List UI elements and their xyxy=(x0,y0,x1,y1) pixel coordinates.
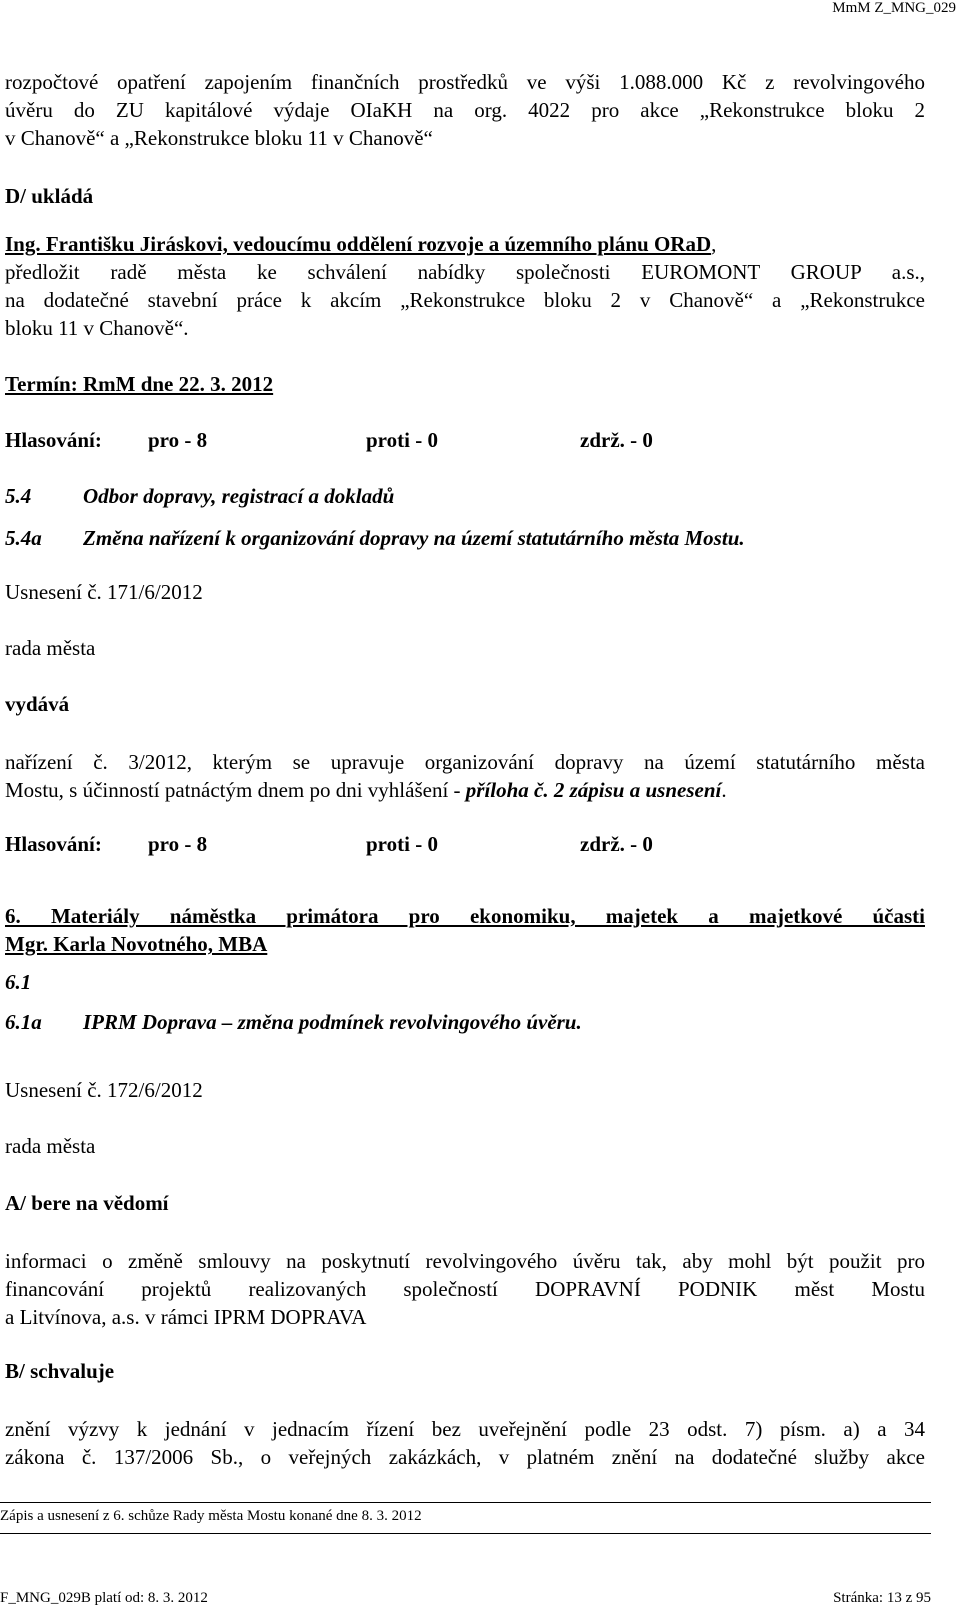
vote-label: Hlasování: xyxy=(5,428,102,452)
rada-mesta: rada města xyxy=(5,636,96,660)
paragraph-line: a Litvínova, a.s. v rámci IPRM DOPRAVA xyxy=(5,1305,367,1329)
paragraph-line: financování projektů realizovaných společností DOPRAVNÍ PODNIK měst Mostu xyxy=(5,1277,925,1301)
section-title: IPRM Doprava – změna podmínek revolvingového úvěru. xyxy=(83,1010,582,1034)
d-uklada-heading: D/ ukládá xyxy=(5,184,94,208)
vote-zdrz: zdrž. - 0 xyxy=(580,428,653,452)
paragraph-line: úvěru do ZU kapitálové výdaje OIaKH na org. 4022 pro akce „Rekonstrukce bloku 2 xyxy=(5,98,925,122)
section-5-4 xyxy=(5,484,925,512)
a-bere-na-vedomi-heading: A/ bere na vědomí xyxy=(5,1191,169,1215)
zneni-paragraph xyxy=(5,1415,925,1471)
paragraph-line: na dodatečné stavební práce k akcím „Rekonstrukce bloku 2 v Chanově“ a „Rekonstrukce xyxy=(5,288,925,312)
vote-pro: pro - 8 xyxy=(148,428,208,452)
footer-form-code: F_MNG_029B platí od: 8. 3. 2012 xyxy=(0,1590,208,1606)
heading-line: Mgr. Karla Novotného, MBA xyxy=(5,932,268,956)
termin-deadline: Termín: RmM dne 22. 3. 2012 xyxy=(5,372,274,396)
paragraph-line: znění výzvy k jednání v jednacím řízení bez uveřejnění podle 23 odst. 7) písm. a) a 34 xyxy=(5,1417,925,1441)
paragraph-line xyxy=(5,230,925,258)
paragraph-line xyxy=(5,776,925,804)
vote-label: Hlasování: xyxy=(5,832,102,856)
paragraph-line: v Chanově“ a „Rekonstrukce bloku 11 v Chanově“ xyxy=(5,126,433,150)
b-schvaluje-heading: B/ schvaluje xyxy=(5,1359,115,1383)
usneseni-title: Usnesení č. 172/6/2012 xyxy=(5,1078,203,1102)
paragraph-line: bloku 11 v Chanově“. xyxy=(5,316,189,340)
vydava-heading: vydává xyxy=(5,692,70,716)
section-number: 6.1a xyxy=(5,1010,42,1034)
usneseni-title: Usnesení č. 171/6/2012 xyxy=(5,580,203,604)
section-number: 5.4 xyxy=(5,484,32,508)
section-6-1: 6.1 xyxy=(5,970,32,994)
vote-zdrz: zdrž. - 0 xyxy=(580,832,653,856)
footer-zapis: Zápis a usnesení z 6. schůze Rady města Mostu konané dne 8. 3. 2012 xyxy=(0,1508,422,1524)
rada-mesta: rada města xyxy=(5,1134,96,1158)
punctuation: . xyxy=(721,778,727,802)
footer-page-number: Stránka: 13 z 95 xyxy=(833,1590,931,1606)
section-6-heading xyxy=(5,902,925,958)
text: Mostu, s účinností patnáctým dnem po dni vyhlášení - xyxy=(5,778,466,802)
heading-line: 6. Materiály náměstka primátora pro ekonomiku, majetek a majetkové účasti xyxy=(5,904,925,928)
vote-proti: proti - 0 xyxy=(366,832,438,856)
vote-row xyxy=(5,428,925,456)
informace-paragraph xyxy=(5,1247,925,1331)
rozpoctove-opatreni-paragraph xyxy=(5,68,925,152)
section-6-1a xyxy=(5,1010,925,1038)
ing-paragraph xyxy=(5,230,925,342)
paragraph-line: nařízení č. 3/2012, kterým se upravuje organizování dopravy na území statutárního města xyxy=(5,750,925,774)
section-5-4a xyxy=(5,526,925,554)
attachment-reference: příloha č. 2 zápisu a usnesení xyxy=(465,778,722,802)
paragraph-line: rozpočtové opatření zapojením finančních prostředků ve výši 1.088.000 Kč z revolvingového xyxy=(5,70,925,94)
footer-divider xyxy=(0,1533,931,1534)
section-number: 5.4a xyxy=(5,526,42,550)
footer-divider xyxy=(0,1502,931,1503)
vote-proti: proti - 0 xyxy=(366,428,438,452)
paragraph-line: informaci o změně smlouvy na poskytnutí revolvingového úvěru tak, aby mohl být použit pro xyxy=(5,1249,925,1273)
paragraph-line: předložit radě města ke schválení nabídky společnosti EUROMONT GROUP a.s., xyxy=(5,260,925,284)
narizeni-paragraph xyxy=(5,748,925,804)
document-code: MmM Z_MNG_029 xyxy=(832,0,956,16)
responsible-person: Ing. Františku Jiráskovi, vedoucímu oddělení rozvoje a územního plánu ORaD xyxy=(5,232,712,256)
section-title: Odbor dopravy, registrací a dokladů xyxy=(83,484,395,508)
vote-pro: pro - 8 xyxy=(148,832,208,856)
vote-row xyxy=(5,832,925,860)
punctuation: , xyxy=(711,232,717,256)
paragraph-line: zákona č. 137/2006 Sb., o veřejných zakázkách, v platném znění na dodatečné služby akce xyxy=(5,1445,925,1469)
section-title: Změna nařízení k organizování dopravy na území statutárního města Mostu. xyxy=(83,526,745,550)
